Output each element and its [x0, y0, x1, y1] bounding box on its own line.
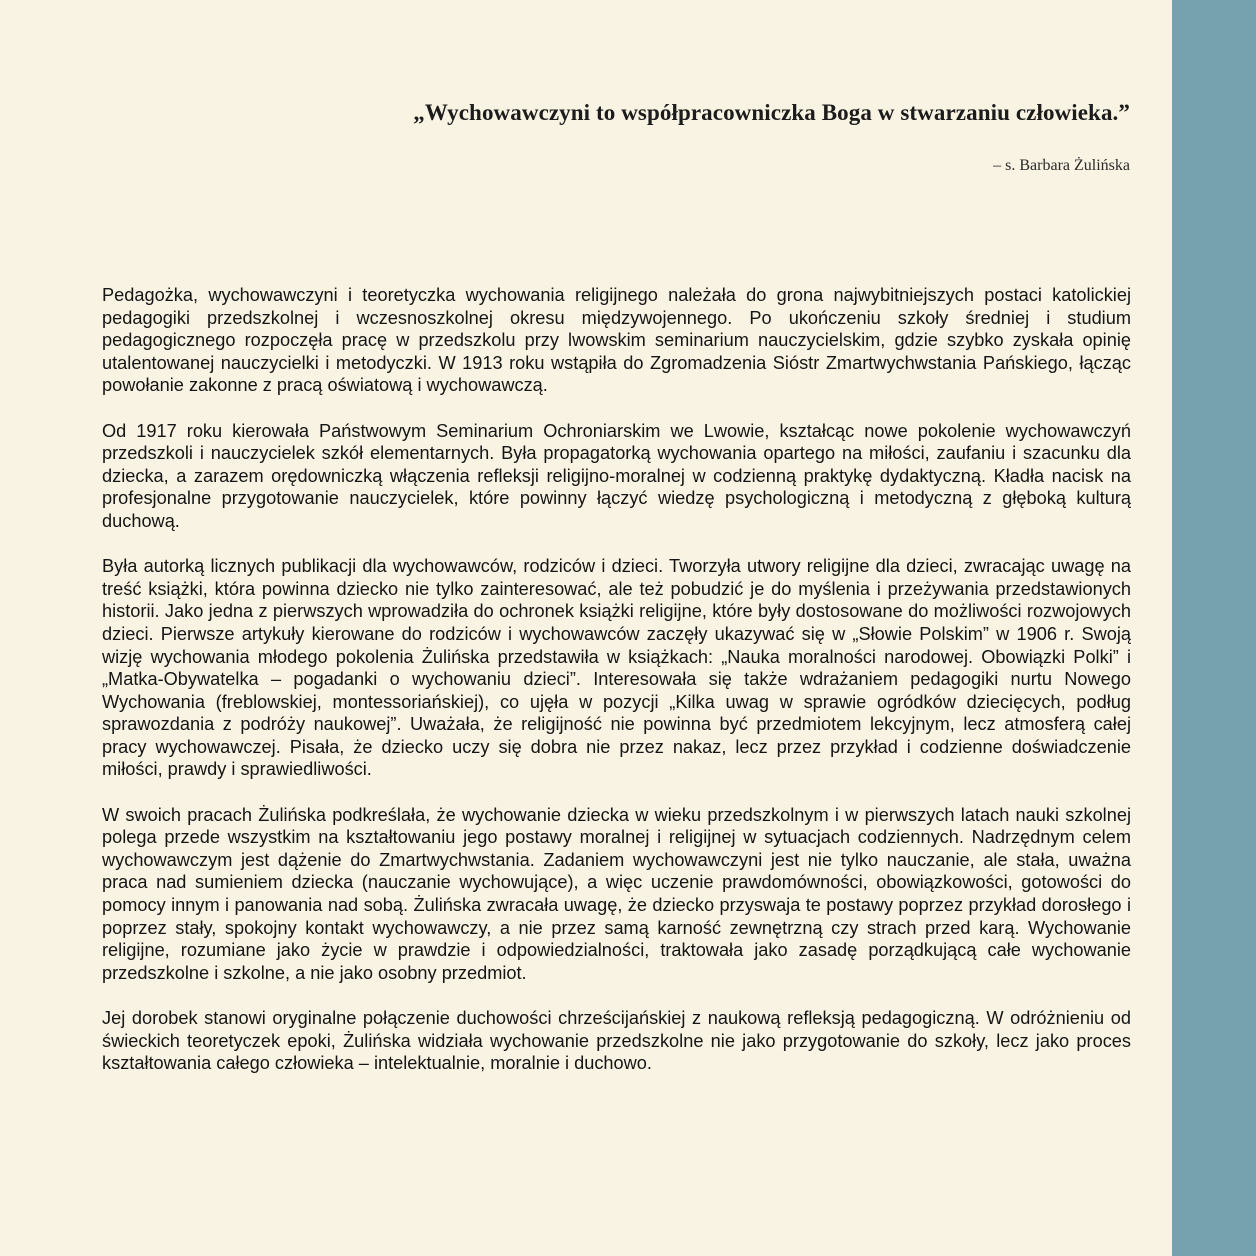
paragraph: Od 1917 roku kierowała Państwowym Seminarium Ochroniarskim we Lwowie, kształcąc nowe pokolenie wychowawczyń przedszkoli i nauczycielek szkół elementarnych. Była propagatorką wychowania opartego na miłości, zaufaniu i szacunku dla dziecka, a zarazem orędowniczką włączenia refleksji religijno-moralnej w codzienną praktykę dydaktyczną. Kładła nacisk na profesjonalne przygotowanie nauczycielek, które powinny łączyć wiedzę psychologiczną i metodyczną z głęboką kulturą duchową.: [102, 420, 1131, 531]
biography-text: [102, 284, 1131, 1097]
paragraph: Pedagożka, wychowawczyni i teoretyczka wychowania religijnego należała do grona najwybitniejszych postaci katolickiej pedagogiki przedszkolnej i wczesnoszkolnej okresu międzywojennego. Po ukończeniu szkoły średniej i studium pedagogicznego rozpoczęła pracę w przedszkolu przy lwowskim seminarium nauczycielskim, gdzie szybko zyskała opinię utalentowanej nauczycielki i metodyczki. W 1913 roku wstąpiła do Zgromadzenia Sióstr Zmartwychwstania Pańskiego, łącząc powołanie zakonne z pracą oświatową i wychowawczą.: [102, 285, 1131, 396]
side-accent-bar: [1172, 0, 1256, 1256]
paragraph: W swoich pracach Żulińska podkreślała, że wychowanie dziecka w wieku przedszkolnym i w pierwszych latach nauki szkolnej polega przede wszystkim na kształtowaniu jego postawy moralnej i religijnej w sytuacjach codziennych. Nadrzędnym celem wychowawczym jest dążenie do Zmartwychwstania. Zadaniem wychowawczyni jest nie tylko nauczanie, ale stała, uważna praca nad sumieniem dziecka (nauczanie wychowujące), a więc uczenie prawdomówności, obowiązkowości, gotowości do pomocy innym i panowania nad sobą. Żulińska zwracała uwagę, że dziecko przyswaja te postawy poprzez przykład dorosłego i poprzez stały, spokojny kontakt wychowawczy, a nie przez samą karność zewnętrzną czy strach przed karą. Wychowanie religijne, rozumiane jako życie w prawdzie i odpowiedzialności, traktowała jako zasadę porządkującą całe wychowanie przedszkolne i szkolne, a nie jako osobny przedmiot.: [102, 804, 1131, 983]
paragraph: Była autorką licznych publikacji dla wychowawców, rodziców i dzieci. Tworzyła utwory religijne dla dzieci, zwracając uwagę na treść książki, która powinna dziecko nie tylko zainteresować, ale też pobudzić je do myślenia i przeżywania przedstawionych historii. Jako jedna z pierwszych wprowadziła do ochronek książki religijne, które były dostosowane do możliwości rozwojowych dzieci. Pierwsze artykuły kierowane do rodziców i wychowawców zaczęły ukazywać się w „Słowie Polskim” w 1906 r. Swoją wizję wychowania młodego pokolenia Żulińska przedstawiła w książkach: „Nauka moralności narodowej. Obowiązki Polki” i „Matka-Obywatelka – pogadanki o wychowaniu dzieci”. Interesowała się także wdrażaniem pedagogiki nurtu Nowego Wychowania (freblowskiej, montessoriańskiej), co ujęła w pozycji „Kilka uwag w sprawie ogródków dziecięcych, podług sprawozdania z podróży naukowej”. Uważała, że religijność nie powinna być przedmiotem lekcyjnym, lecz atmosferą całej pracy wychowawczej. Pisała, że dziecko uczy się dobra nie przez nakaz, lecz przez przykład i codzienne doświadczenie miłości, prawdy i sprawiedliwości.: [102, 556, 1131, 780]
quote-text: „Wychowawczyni to współpracowniczka Boga w stwarzaniu człowieka.”: [413, 100, 1130, 125]
quote-author: – s. Barbara Żulińska: [993, 157, 1130, 174]
paragraph: Jej dorobek stanowi oryginalne połączenie duchowości chrześcijańskiej z naukową refleksją pedagogiczną. W odróżnieniu od świeckich teoretyczek epoki, Żulińska widziała wychowanie przedszkolne nie jako przygotowanie do szkoły, lecz jako proces kształtowania całego człowieka – intelektualnie, moralnie i duchowo.: [102, 1008, 1131, 1074]
